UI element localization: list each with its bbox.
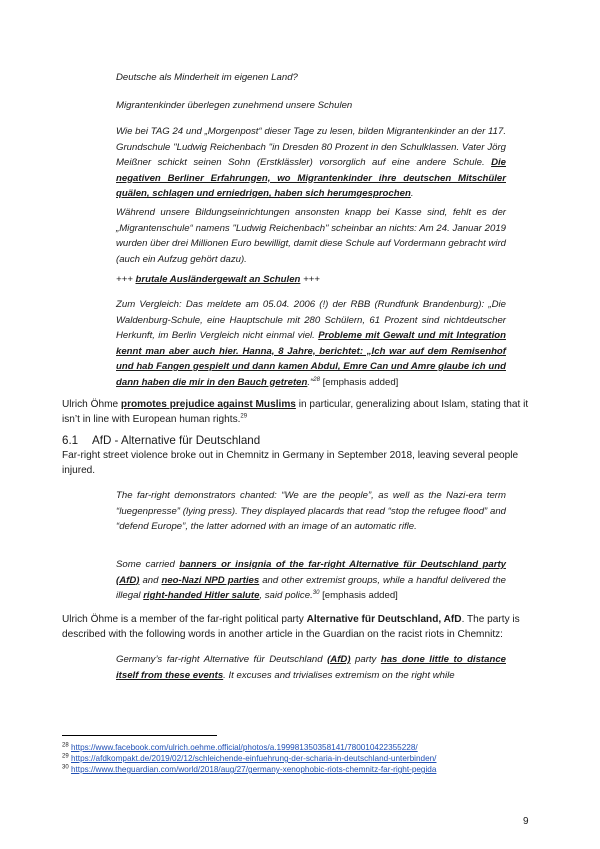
quote-note: [emphasis added] [319,590,398,601]
body-paragraph-1 [62,398,540,427]
quote-paragraph-7: The far-right demonstrators chanted: “We are the people”, as well as the Nazi-era term “luegenpresse” (lying press). They displayed placards that read “stop the refugee flood” and “defend Europe”, the latter adorned with an image of an automatic rifle. [116,490,506,532]
footnote-ref[interactable]: 29 [240,413,248,420]
footnote-link[interactable]: https://afdkompakt.de/2019/02/12/schleichende-einfuehrung-der-scharia-in-deutschland-unterbinden/ [70,754,437,763]
quote-emphasis: banners or insignia of the far-right Alternative für Deutschland party (AfD) [116,559,506,586]
footnote-ref[interactable]: 30 [312,589,320,596]
quote-text: and other extremist groups, while a handful delivered the illegal [116,574,507,601]
footnote-number: 30 [62,764,69,771]
quote-text: Germany’s far-right Alternative für Deutschland [116,654,328,665]
quote-text: . [410,188,414,199]
quote-note: [emphasis added] [319,376,399,388]
quote-text: and [139,574,162,586]
body-emphasis: promotes prejudice against Muslims [120,399,296,410]
footnote-divider [62,735,217,736]
body-emphasis: Alternative für Deutschland, AfD [306,614,462,625]
body-text: Ulrich Öhme is a member of the far-right political party [62,614,307,625]
section-number: 6.1 [62,434,79,447]
quote-paragraph-4: Während unsere Bildungseinrichtungen ansonsten knapp bei Kasse sind, fehlt es der „Migrantenschule“ namens "Ludwig Reichenbach" scheinbar an nichts: Am 24. Januar 2019 wurden über drei Millionen Euro bewilligt, damit diese Schule auf Vordermann gebracht wird (auch ein Aufzug gehört dazu). [116,207,506,265]
quote-paragraph-3 [116,124,506,202]
quote-emphasis: Die negativen Berliner Erfahrungen, wo Migrantenkinder ihre deutschen Mitschüler quälen, schlagen und erniedrigen, haben sich herumgesprochen [116,157,506,199]
body-text: in particular, generalizing about Islam, stating that it isn’t in line with European human rights. [62,399,529,425]
quote-line-1: Deutsche als Minderheit im eigenen Land? [116,72,298,83]
body-paragraph-3 [62,613,540,642]
quote-text: , said police. [259,590,313,601]
footnote-29 [62,753,436,764]
footnote-ref[interactable]: 28 [313,376,320,383]
footnote-28 [62,742,418,753]
section-title: AfD - Alternative für Deutschland [92,434,261,447]
quote-text: Some carried [116,559,180,570]
footnote-link[interactable]: https://www.facebook.com/ulrich.oehme.official/photos/a.199981350358141/780010422355228/ [70,743,418,752]
quote-text: .“ [307,376,314,388]
quote-emphasis: right-handed Hitler salute [143,590,260,601]
quote-paragraph-5 [116,272,506,288]
quote-text: +++ [116,274,136,285]
footnote-link[interactable]: https://www.theguardian.com/world/2018/aug/27/germany-xenophobic-riots-chemnitz-far-right-pegida [70,765,437,774]
quote-text: party [350,654,381,665]
page-number: 9 [523,816,529,827]
footnote-30 [62,764,436,775]
quote-emphasis: brutale Ausländergewalt an Schulen [135,274,301,285]
quote-paragraph-9 [116,652,506,683]
quote-text: Zum Vergleich: Das meldete am 05.04. 2006 (!) der RBB (Rundfunk Brandenburg): „Die Waldenburg-Schule, eine Hauptschule mit 280 Schülern, 61 Prozent sind nichtdeutscher Herkunft, im Berlin Vergleich nicht einmal viel. [116,299,506,341]
quote-emphasis: neo-Nazi NPD parties [161,574,260,586]
footnote-number: 28 [62,742,69,749]
quote-emphasis: (AfD) [327,654,351,665]
footnote-number: 29 [62,753,69,760]
body-paragraph-2: Far-right street violence broke out in Chemnitz in Germany in September 2018, leaving several people injured. [62,450,519,476]
quote-paragraph-8 [116,557,506,604]
quote-line-2: Migrantenkinder überlegen zunehmend unsere Schulen [116,100,353,111]
quote-text: Wie bei TAG 24 und „Morgenpost“ dieser Tage zu lesen, bilden Migrantenkinder an der 117. Grundschule "Ludwig Reichenbach "in Dresden 80 Prozent in den Schulklassen. Vater Jörg Meißner schickt seinen Sohn (Erstklässler) vorsorglich auf eine andere Schule. [116,126,506,168]
quote-text: +++ [300,274,320,285]
section-heading [62,434,260,447]
quote-text: . It excuses and trivialises extremism on the right while [223,669,455,681]
body-text: . The party is described with the following words in another article in the Guardian on the racist riots in Chemnitz: [62,614,520,640]
quote-emphasis: Probleme mit Gewalt und mit Integration kennt man aber auch hier. Hanna, 8 Jahre, berichtet: „Ich war auf dem Remisenhof und hab Fangen gespielt und dann kamen Abdul, Emre Can und Amre glaube ich und dann haben die mir in den Bauch getreten [116,330,506,388]
quote-emphasis: has done little to distance itself from these events [116,654,506,681]
body-text: Ulrich Öhme [62,399,121,410]
quote-paragraph-6 [116,297,506,390]
